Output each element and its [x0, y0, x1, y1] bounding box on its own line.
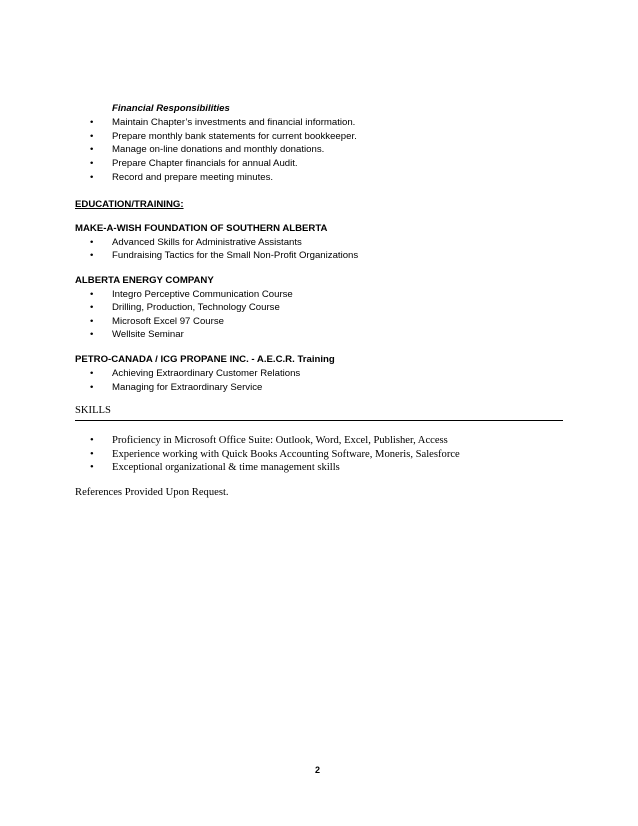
- list-item: • Experience working with Quick Books Accounting Software, Moneris, Salesforce: [90, 449, 460, 460]
- list-item: • Fundraising Tactics for the Small Non-Profit Organizations: [90, 250, 359, 261]
- references-note: References Provided Upon Request.: [75, 487, 229, 498]
- list-item: • Achieving Extraordinary Customer Relations: [90, 368, 301, 379]
- list-item: • Proficiency in Microsoft Office Suite: Outlook, Word, Excel, Publisher, Access: [90, 435, 448, 446]
- list-item: • Prepare monthly bank statements for current bookkeeper.: [90, 131, 357, 142]
- list-item: • Advanced Skills for Administrative Assistants: [90, 237, 302, 248]
- list-item: • Manage on-line donations and monthly donations.: [90, 144, 325, 155]
- list-item: • Record and prepare meeting minutes.: [90, 172, 274, 183]
- list-item: • Managing for Extraordinary Service: [90, 382, 263, 393]
- list-item: • Integro Perceptive Communication Course: [90, 289, 293, 300]
- list-item: • Drilling, Production, Technology Course: [90, 302, 280, 313]
- page-number: 2: [315, 765, 321, 775]
- list-item: • Microsoft Excel 97 Course: [90, 316, 224, 327]
- org-heading: MAKE-A-WISH FOUNDATION OF SOUTHERN ALBERTA: [75, 223, 328, 234]
- org-heading: ALBERTA ENERGY COMPANY: [75, 275, 214, 286]
- list-item: • Maintain Chapter’s investments and financial information.: [90, 117, 356, 128]
- list-item: • Prepare Chapter financials for annual Audit.: [90, 158, 298, 169]
- skills-heading: SKILLS: [75, 405, 111, 416]
- education-heading: EDUCATION/TRAINING:: [75, 199, 184, 210]
- list-item: • Exceptional organizational & time management skills: [90, 462, 340, 473]
- org-heading: PETRO-CANADA / ICG PROPANE INC. - A.E.C.R. Training: [75, 354, 335, 365]
- financial-heading: Financial Responsibilities: [112, 103, 230, 114]
- list-item: • Wellsite Seminar: [90, 329, 184, 340]
- section-divider: [75, 420, 563, 421]
